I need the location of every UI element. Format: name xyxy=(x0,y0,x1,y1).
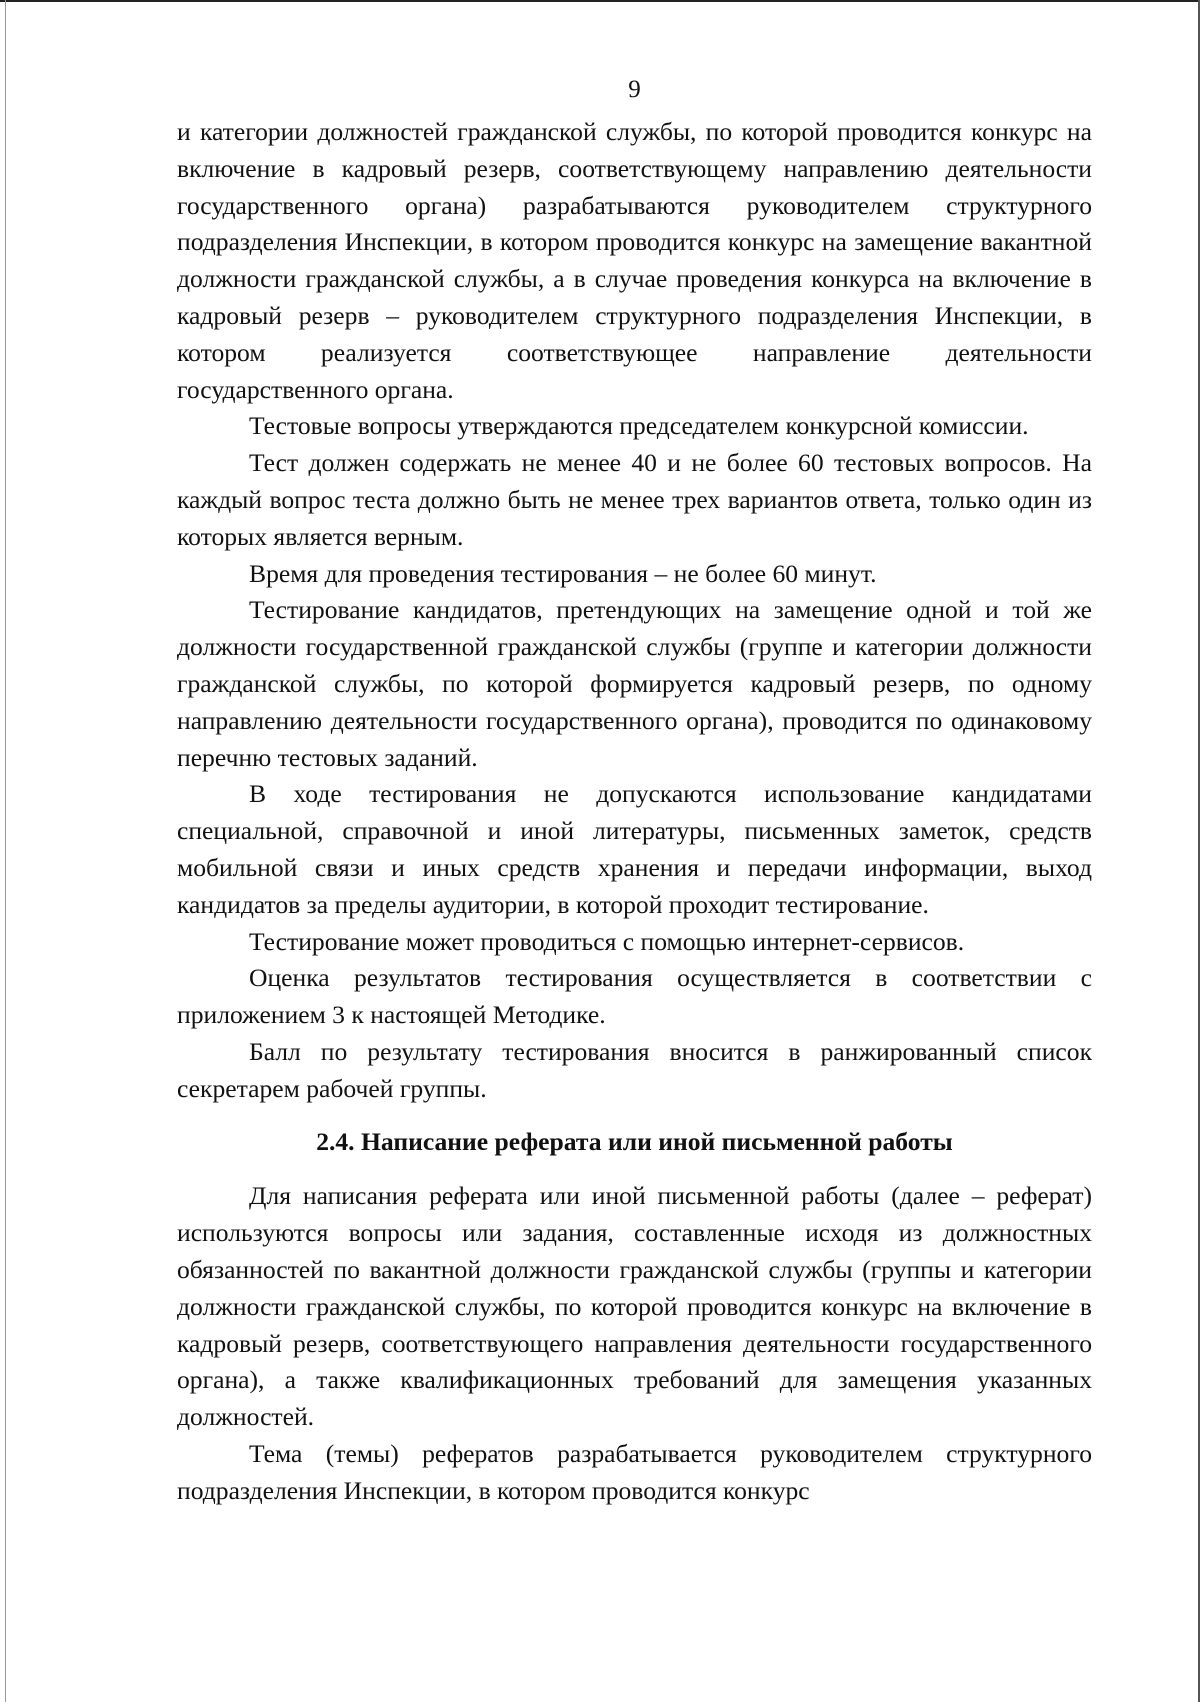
paragraph-test-time: Время для проведения тестирования – не более 60 минут. xyxy=(249,558,877,588)
paragraph-evaluation: Оценка результатов тестирования осуществляется в соответствии с приложением 3 к настоящей Методике. xyxy=(177,963,1092,1030)
paragraph-testing-rules: В ходе тестирования не допускаются использование кандидатами специальной, справочной и иной литературы, письменных заметок, средств мобильной связи и иных средств хранения и передачи информации, выход кандидатов за пределы аудитории, в которой проходит тестирование. xyxy=(177,779,1092,919)
paragraph-internet-services: Тестирование может проводиться с помощью интернет-сервисов. xyxy=(249,926,965,956)
paragraph-essay-topic: Тема (темы) рефератов разрабатывается руководителем структурного подразделения Инспекции, в котором проводится конкурс xyxy=(177,1438,1092,1505)
scan-border-left xyxy=(5,0,6,1702)
paragraph-questions-approval: Тестовые вопросы утверждаются председателем конкурсной комиссии. xyxy=(249,411,1029,441)
page-number: 9 xyxy=(628,76,641,103)
body-before-section xyxy=(177,114,1092,1108)
body-after-section xyxy=(177,1178,1092,1509)
paragraph-test-size: Тест должен содержать не менее 40 и не более 60 тестовых вопросов. На каждый вопрос теста должно быть не менее трех вариантов ответа, только один из которых является верным. xyxy=(177,448,1092,551)
paragraph-essay-questions: Для написания реферата или иной письменной работы (далее – реферат) используются вопросы или задания, составленные исходя из должностных обязанностей по вакантной должности гражданской службы (группы и категории должности гражданской службы, по которой проводится конкурс на включение в кадровый резерв, соответствующего направления деятельности государственного органа), а также квалификационных требований для замещения указанных должностей. xyxy=(177,1181,1092,1432)
section-heading: 2.4. Написание реферата или иной письменной работы xyxy=(316,1126,953,1156)
paragraph-same-task-list: Тестирование кандидатов, претендующих на замещение одной и той же должности государственной гражданской службы (группе и категории должности гражданской службы, по которой формируется кадровый резерв, по одному направлению деятельности государственного органа), проводится по одинаковому перечню тестовых заданий. xyxy=(177,595,1092,772)
paragraph-continuation: и категории должностей гражданской службы, по которой проводится конкурс на включение в кадровый резерв, соответствующему направлению деятельности государственного органа) разрабатываются руководителем структурного подразделения Инспекции, в котором проводится конкурс на замещение вакантной должности гражданской службы, а в случае проведения конкурса на включение в кадровый резерв – руководителем структурного подразделения Инспекции, в котором реализуется соответствующее направление деятельности государственного органа. xyxy=(177,117,1092,404)
document-page xyxy=(177,70,1092,1509)
scan-border-top xyxy=(0,0,1200,2)
paragraph-score-entry: Балл по результату тестирования вносится в ранжированный список секретарем рабочей группы. xyxy=(177,1036,1092,1103)
